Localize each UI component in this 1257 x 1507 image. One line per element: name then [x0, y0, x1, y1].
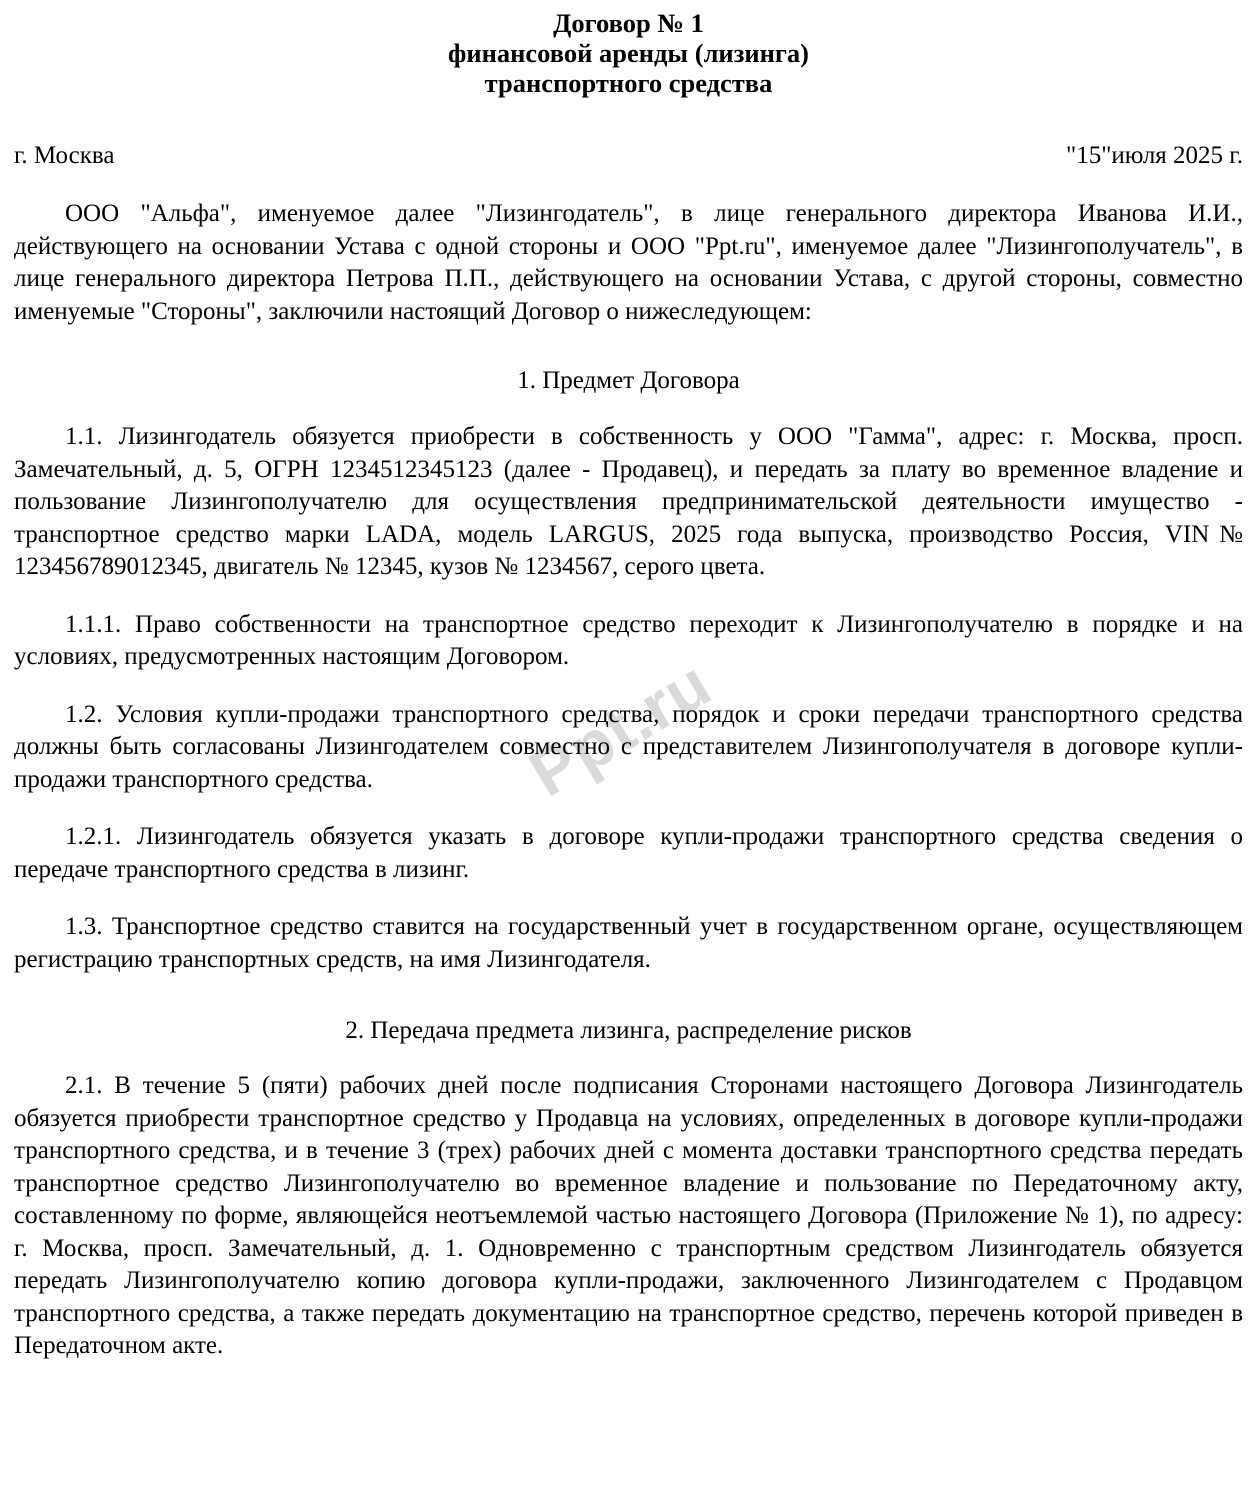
clause-1-1-1: 1.1.1. Право собственности на транспортное средство переходит к Лизингополучателю в порядке и на условиях, предусмотренных настоящим Договором. — [14, 610, 1243, 670]
section-heading-1: 1. Предмет Договора — [517, 367, 740, 394]
title-line-1: Договор № 1 — [553, 8, 704, 38]
place-and-date-row — [14, 142, 1243, 170]
preamble-paragraph: ООО "Альфа", именуемое далее "Лизингодатель", в лице генерального директора Иванова И.И., действующего на основании Устава с одной стороны и ООО "Ppt.ru", именуемое далее "Лизингополучатель", в лице генерального директора Петрова П.П., действующего на основании Устава, с другой стороны, совместно именуемые "Стороны", заключили настоящий Договор о нижеследующем: — [14, 200, 1243, 325]
document-title — [14, 0, 1243, 98]
clause-2-1: 2.1. В течение 5 (пяти) рабочих дней после подписания Сторонами настоящего Договора Лизингодатель обязуется приобрести транспортное средство у Продавца на условиях, определенных в договоре купли-продажи транспортного средства, и в течение 3 (трех) рабочих дней с момента доставки транспортного средства передать транспортное средство Лизингополучателю во временное владение и пользование по Передаточному акту, составленному по форме, являющейся неотъемлемой частью настоящего Договора (Приложение № 1), по адресу: г. Москва, просп. Замечательный, д. 1. Одновременно с транспортным средством Лизингодатель обязуется передать Лизингополучателю копию договора купли-продажи, заключенного Лизингодателем с Продавцом транспортного средства, а также передать документацию на транспортное средство, перечень которой приведен в Передаточном акте. — [14, 1072, 1243, 1359]
title-line-3: транспортного средства — [484, 68, 773, 98]
clause-1-3: 1.3. Транспортное средство ставится на государственный учет в государственном органе, осуществляющем регистрацию транспортных средств, на имя Лизингодателя. — [14, 913, 1243, 973]
date-label: "15"июля 2025 г. — [1065, 142, 1243, 169]
clause-1-2-1: 1.2.1. Лизингодатель обязуется указать в договоре купли-продажи транспортного средства сведения о передаче транспортного средства в лизинг. — [14, 823, 1243, 883]
title-line-2: финансовой аренды (лизинга) — [447, 38, 809, 68]
document-content — [14, 0, 1243, 1363]
clause-1-2: 1.2. Условия купли-продажи транспортного средства, порядок и сроки передачи транспортного средства должны быть согласованы Лизингодателем совместно с представителем Лизингополучателя в договоре купли-продажи транспортного средства. — [14, 700, 1243, 793]
watermark-ppt-ru: Ppt.ru — [516, 645, 724, 811]
city-label: г. Москва — [14, 142, 115, 169]
section-heading-2: 2. Передача предмета лизинга, распределение рисков — [345, 1017, 912, 1044]
clause-1-1: 1.1. Лизингодатель обязуется приобрести в собственность у ООО "Гамма", адрес: г. Москва, просп. Замечательный, д. 5, ОГРН 1234512345123 (далее - Продавец), и передать за плату во временное владение и пользование Лизингополучателю для осуществления предпринимательской деятельности имущество - транспортное средство марки LADA, модель LARGUS, 2025 года выпуска, производство Россия, VIN№ 123456789012345, двигатель № 12345, кузов № 1234567, серого цвета. — [14, 423, 1243, 580]
